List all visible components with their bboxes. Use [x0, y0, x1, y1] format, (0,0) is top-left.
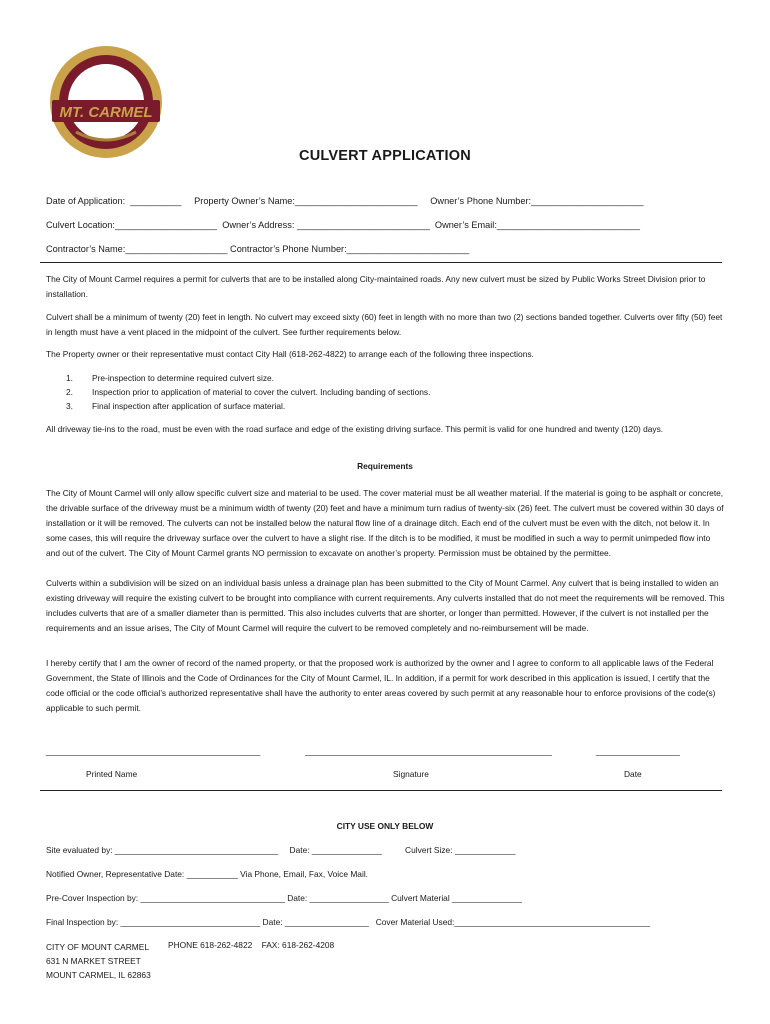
city-logo [46, 40, 166, 162]
date-label: Date [624, 769, 642, 779]
address-line-3: MOUNT CARMEL, IL 62863 [46, 970, 151, 980]
inspection-list [66, 371, 706, 413]
city-address [46, 940, 151, 982]
form-row-2[interactable]: Culvert Location:____________________ Owner’s Address: __________________________ Owner’s Email:____________________________ [46, 220, 640, 230]
notified-owner-row[interactable]: Notified Owner, Representative Date: ___________ Via Phone, Email, Fax, Voice Mail. [46, 869, 369, 879]
address-line-2: 631 N MARKET STREET [46, 956, 141, 966]
page-title: CULVERT APPLICATION [299, 148, 471, 164]
signature-label: Signature [393, 769, 429, 779]
printed-name-line[interactable]: ______________________________________________ [46, 746, 261, 756]
site-evaluated-row[interactable]: Site evaluated by: ___________________________________ Date: _______________ Culvert Size: _____________ [46, 845, 516, 855]
contact-phone-fax: PHONE 618-262-4822 FAX: 618-262-4208 [168, 940, 335, 950]
pre-cover-inspection-row[interactable]: Pre-Cover Inspection by: _______________________________ Date: _________________ Culvert Material _______________ [46, 893, 522, 903]
paragraph-driveway: All driveway tie-ins to the road, must be even with the road surface and edge of the existing driving surface. This permit is valid for one hundred and twenty (120) days. [46, 424, 664, 434]
date-line[interactable]: __________________ [596, 746, 680, 756]
list-item: 2. Inspection prior to application of material to cover the culvert. Including banding of sections. [66, 387, 431, 397]
paragraph-inspections: The Property owner or their representative must contact City Hall (618-262-4822) to arrange each of the following three inspections. [46, 349, 534, 359]
requirements-heading: Requirements [357, 461, 413, 471]
address-line-1: CITY OF MOUNT CARMEL [46, 942, 149, 952]
printed-name-label: Printed Name [86, 769, 138, 779]
paragraph-culvert-length: Culvert shall be a minimum of twenty (20) feet in length. No culvert may exceed sixty (60) feet in length with no more than two (2) sections banded together. Culverts over fifty (50) feet in length must have a vent placed in the midpoint of the culvert. See further requirements below. [46, 312, 723, 337]
logo-top-text: CITY ON THE MOVE [66, 56, 146, 85]
signature-line[interactable]: _____________________________________________________ [305, 746, 552, 756]
list-item: 1. Pre-inspection to determine required culvert size. [66, 373, 275, 383]
city-use-heading: CITY USE ONLY BELOW [336, 821, 434, 831]
header-divider [40, 262, 722, 263]
signature-divider [40, 790, 722, 791]
list-item: 3. Final inspection after application of surface material. [66, 401, 286, 411]
form-row-1[interactable]: Date of Application: __________ Property Owner’s Name:________________________ Owner’s Phone Number:______________________ [46, 196, 644, 206]
final-inspection-row[interactable]: Final Inspection by: ______________________________ Date: __________________ Cover Material Used:__________________________________________ [46, 917, 650, 927]
paragraph-permit-required: The City of Mount Carmel requires a permit for culverts that are to be installed along City-maintained roads. Any new culvert must be sized by Public Works Street Division prior to installation. [46, 274, 706, 299]
mt-carmel-seal-graphic [46, 40, 166, 162]
paragraph-requirements: The City of Mount Carmel will only allow specific culvert size and material to be used. The cover material must be all weather material. If the material is going to be asphalt or concrete, the drivable surface of the driveway must be a minimum width of twenty (20) feet and have a minimum turn radius of twenty-six (26) feet. The culvert must be covered within 30 days of installation or it will be removed. The culverts can not be installed below the natural flow line of a drainage ditch. Each end of the culvert must be even with the ditch, not below it. In some cases, this will require the driveway surface over the culvert to have a slight rise. If the ditch is to be modified, it must be modified in such a way to permit unimpeded flow into and out of the culvert. The City of Mount Carmel grants NO permission to excavate on another’s property. Permission must be obtained by the permittee. [46, 488, 724, 558]
logo-main-text: MT. CARMEL [59, 104, 153, 121]
paragraph-subdivision: Culverts within a subdivision will be sized on an individual basis unless a drainage plan has been submitted to the City of Mount Carmel. Any culvert that is being installed to widen an existing driveway will require the existing culvert to be brought into compliance with current requirements. Any culverts installed that do not meet the requirements will be removed. This includes culverts that are of a smaller diameter than is permitted. This also includes culverts that are shorter, or longer than permitted. However, if the culvert is not installed per the requirements and an issue arises, The City of Mount Carmel will require the culvert to be removed completely and no-reimbursement will be made. [46, 578, 725, 633]
form-row-3[interactable]: Contractor’s Name:____________________ Contractor’s Phone Number:________________________ [46, 244, 470, 254]
paragraph-certification: I hereby certify that I am the owner of record of the named property, or that the proposed work is authorized by the owner and I agree to conform to all applicable laws of the Federal Government, the State of Illinois and the Code of Ordinances for the City of Mount Carmel, IL. In addition, if a permit for work described in this application is issued, I certify that the code official or the code official’s authorized representative shall have the authority to enter areas covered by such permit at any reasonable hour to enforce provisions of the code(s) applicable to such permit. [46, 658, 716, 713]
